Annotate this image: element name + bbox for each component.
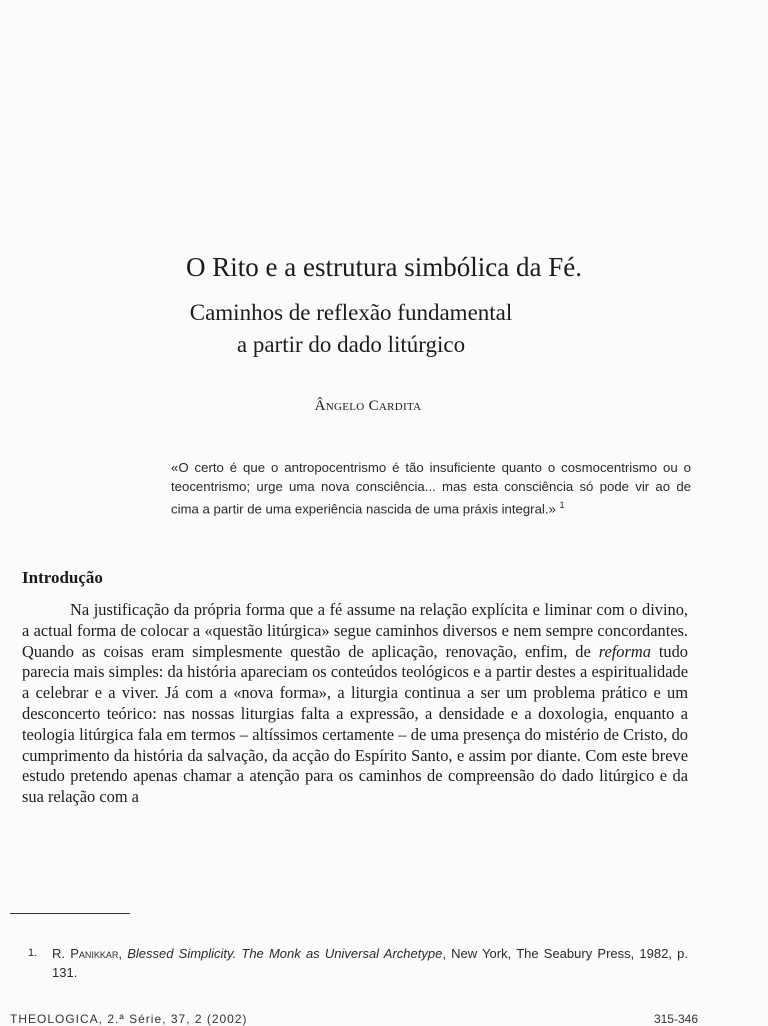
footnote-divider	[10, 913, 130, 914]
paragraph	[22, 600, 688, 808]
subtitle-line-2: a partir do dado litúrgico	[236, 332, 466, 357]
footnote-separator: ,	[118, 946, 128, 961]
paragraph-text-a: Na justificação da própria forma que a fé assume na relação explícita e liminar com o divino, a actual forma de colocar a «questão litúrgica» segue caminhos diversos e nem sempre concordantes. Quando as coisas eram simplesmente questão de aplicação, renovação, enfim, de	[22, 600, 688, 661]
section-heading: Introdução	[22, 568, 103, 587]
footnote-work-title: Blessed Simplicity. The Monk as Universal Archetype	[127, 946, 443, 961]
footnote-publication: , New York, The Seabury Press, 1982, p. 131.	[52, 946, 688, 980]
footnote-number: 1.	[28, 947, 38, 959]
article-title: O Rito e a estrutura simbólica da Fé.	[186, 252, 582, 282]
footnote-author: R. Panikkar	[52, 946, 119, 961]
journal-citation: THEOLOGICA, 2.ª Série, 37, 2 (2002)	[10, 1012, 248, 1026]
footnote	[22, 944, 688, 982]
footnote-text	[52, 944, 688, 982]
page-range: 315-346	[653, 1012, 698, 1026]
epigraph-text: «O certo é que o antropocentrismo é tão insuficiente quanto o cosmocentrismo ou o teocentrismo; urge uma nova consciência... mas esta consciência só pode vir ao de cima a partir de uma experiência nascida de uma práxis integral.»	[171, 460, 691, 517]
subtitle-line-1: Caminhos de reflexão fundamental	[189, 300, 513, 325]
article-subtitle	[0, 297, 702, 361]
paragraph-italic-term: reforma	[598, 641, 651, 661]
body-paragraph	[22, 600, 688, 808]
author-name: Ângelo Cardita	[314, 398, 422, 414]
paragraph-text-b: tudo parecia mais simples: da história apareciam os conteúdos teológicos e a partir destes a espiritualidade a celebrar e a viver. Já com a «nova forma», a liturgia continua a ser um problema prático e um desconcerto teórico: nas nossas liturgias falta a expressão, a densidade e a doxologia, enquanto a teologia litúrgica fala em termos – altíssimos certamente – de uma presença do mistério de Cristo, do cumprimento da história da salvação, da acção do Espírito Santo, e assim por diante. Com este breve estudo pretendo apenas chamar a atenção para os caminhos de compreensão do dado litúrgico e da sua relação com a	[22, 641, 688, 807]
epigraph-note-ref[interactable]: 1	[559, 500, 565, 510]
epigraph-quote	[171, 458, 691, 518]
